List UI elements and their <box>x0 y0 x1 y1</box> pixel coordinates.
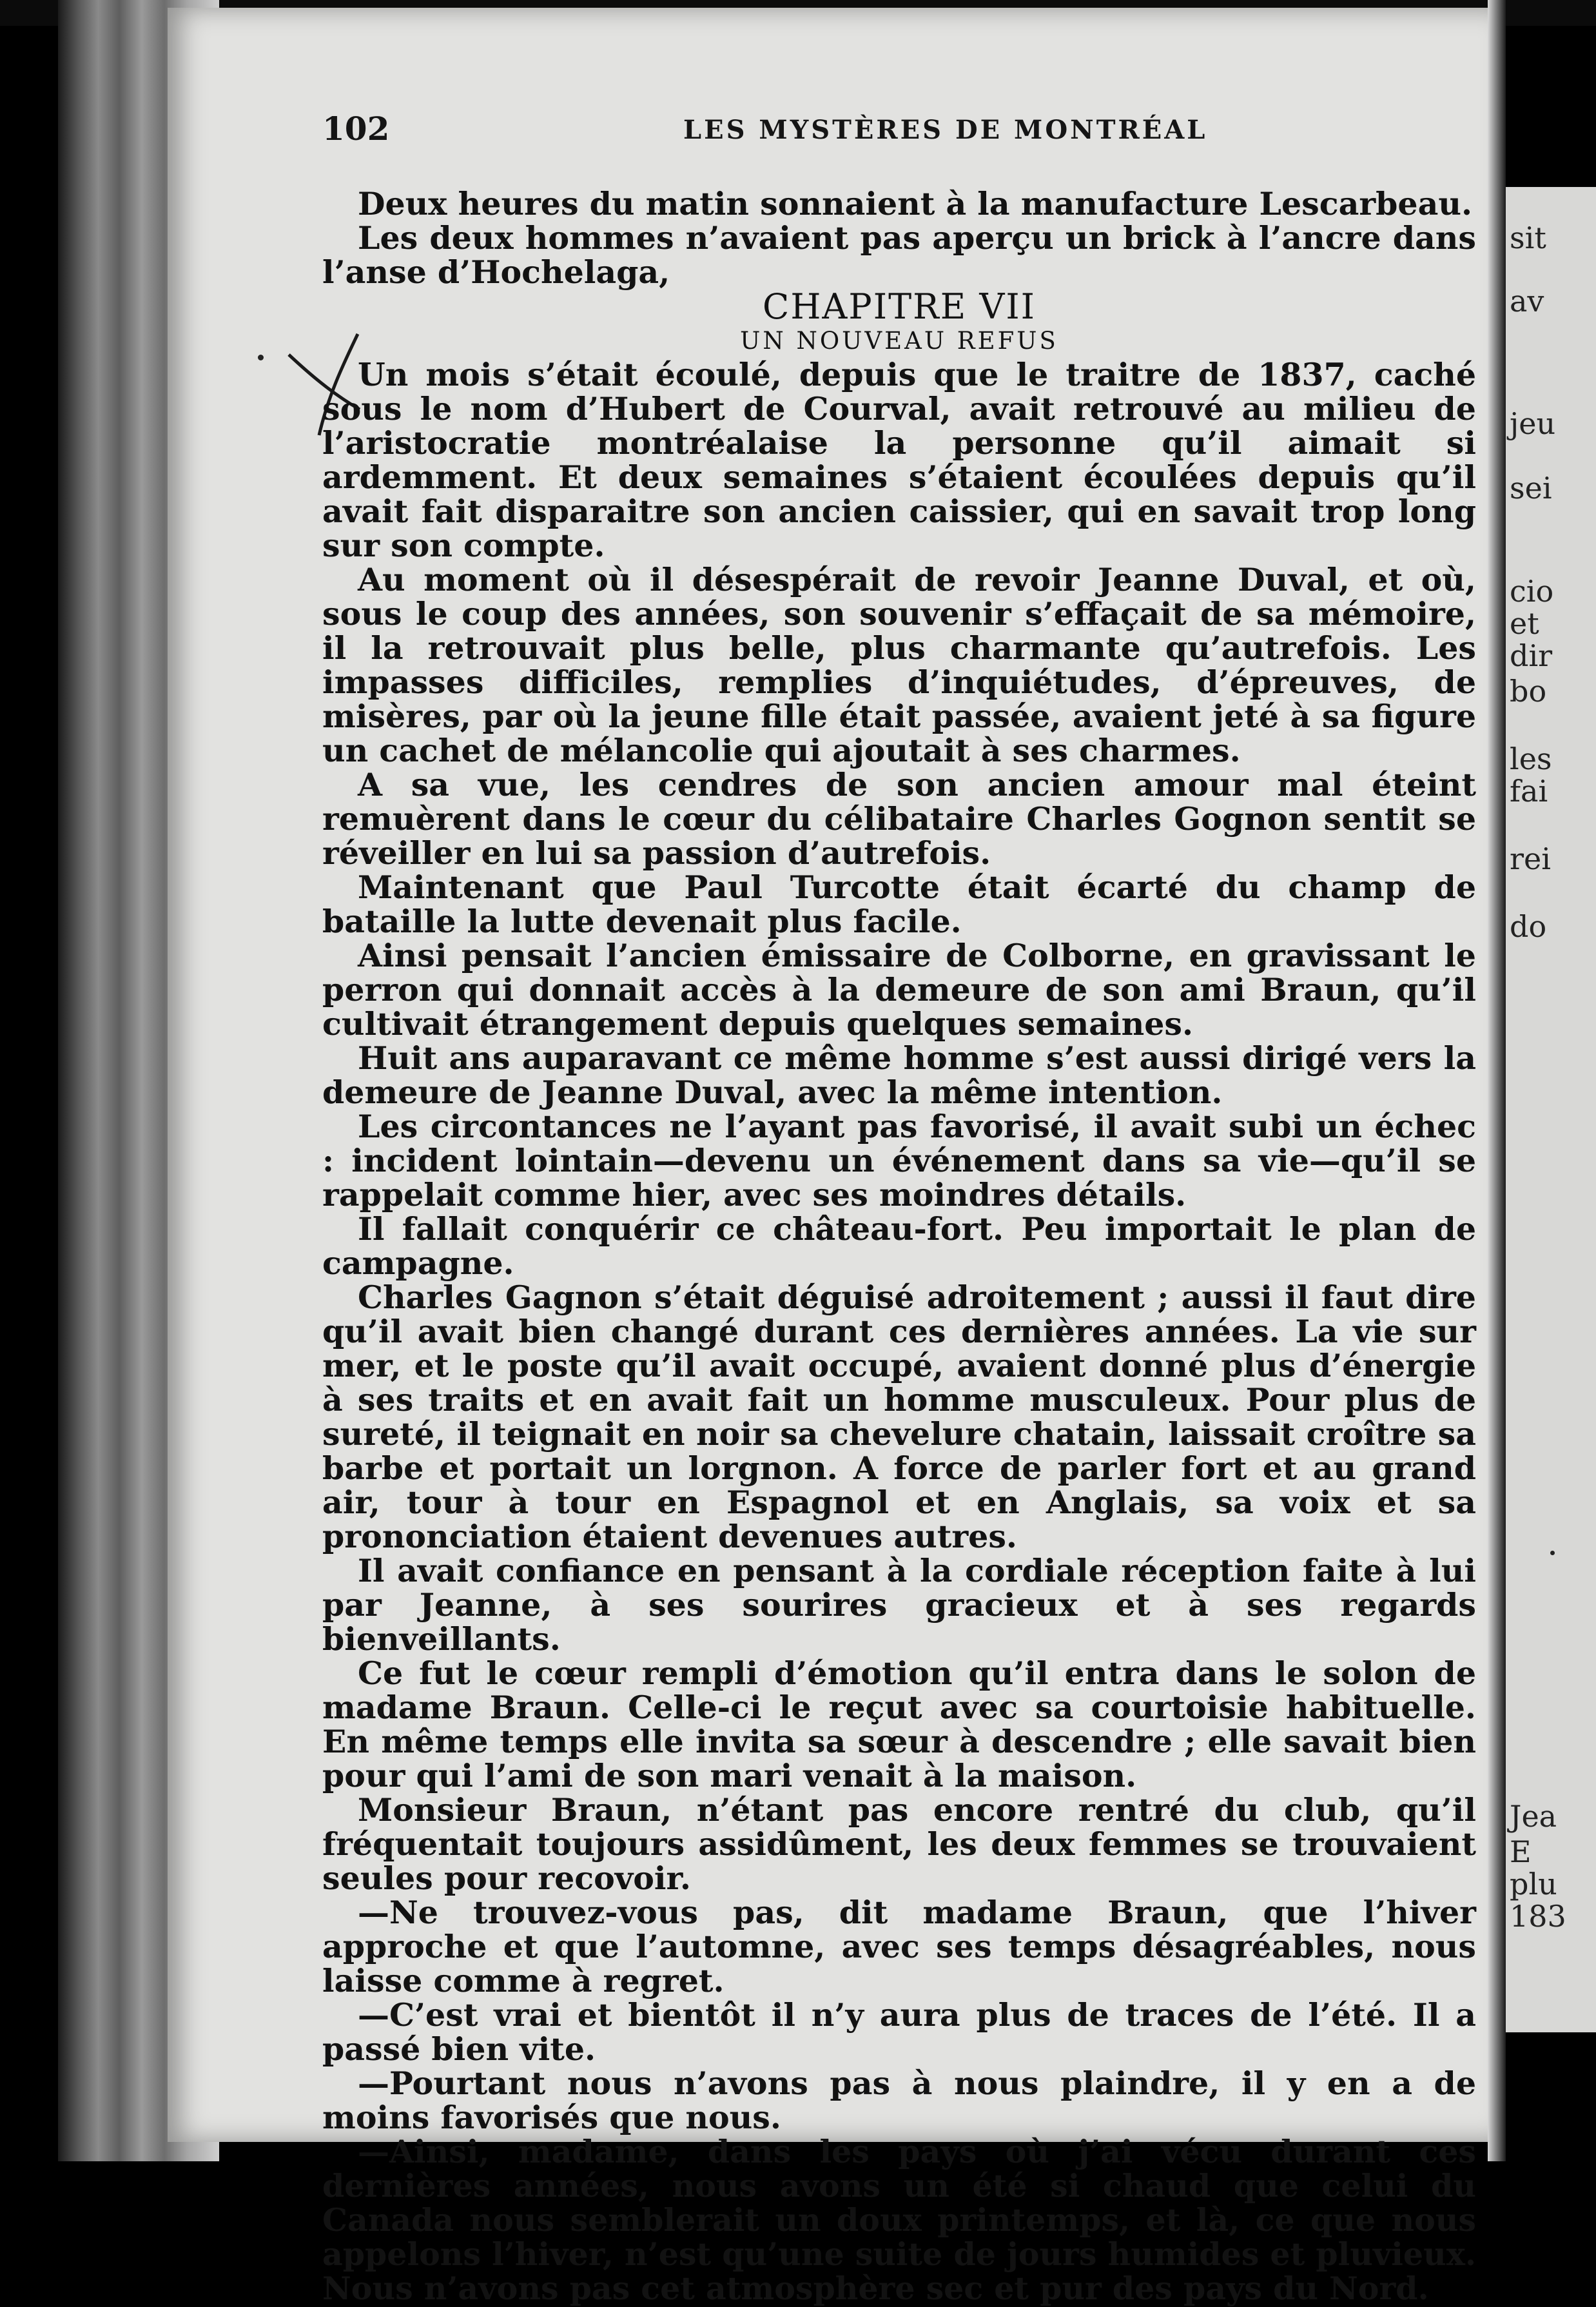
paragraph: Ce fut le cœur rempli d’émotion qu’il entra dans le solon de madame Braun. Celle-ci le reçut avec sa courtoisie habituelle. En même temps elle invita sa sœur à descendre ; elle savait bien pour qui l’ami de son mari venait à la maison. <box>322 1654 1476 1794</box>
paragraph: Un mois s’était écoulé, depuis que le traitre de 1837, caché sous le nom d’Hubert de Courval, avait retrouvé au milieu de l’aristocratie montréalaise la personne qu’il aimait si ardemment. Et deux semaines s’étaient écoulées depuis qu’il avait fait disparaitre son ancien caissier, qui en savait trop long sur son compte. <box>322 356 1476 564</box>
facing-page-fragment: fai <box>1510 774 1548 809</box>
facing-page-fragment: 183 <box>1510 1899 1566 1934</box>
paragraph: Ainsi pensait l’ancien émissaire de Colborne, en gravissant le perron qui donnait accès à la demeure de son ami Braun, qu’il cultivait étrangement depuis quelques semaines. <box>322 937 1476 1043</box>
facing-page-fragment: E <box>1510 1834 1532 1869</box>
facing-page-fragment: Jea <box>1510 1799 1557 1834</box>
running-title: LES MYSTÈRES DE MONTRÉAL <box>683 115 1208 145</box>
facing-page-fragment: sei <box>1510 471 1552 506</box>
facing-page-fragment: sit <box>1510 221 1546 255</box>
paragraph: Monsieur Braun, n’étant pas encore rentré du club, qu’il fréquentait toujours assidûment, les deux femmes se trouvaient seules pour recovoir. <box>322 1791 1476 1897</box>
chapter-subtitle: UN NOUVEAU REFUS <box>740 327 1058 355</box>
paragraph: Maintenant que Paul Turcotte était écarté du champ de bataille la lutte devenait plus facile. <box>322 869 1476 940</box>
paragraph: —Ne trouvez-vous pas, dit madame Braun, que l’hiver approche et que l’automne, avec ses temps désagréables, nous laisse comme à regret. <box>322 1894 1476 1999</box>
paragraph: Il fallait conquérir ce château-fort. Peu importait le plan de campagne. <box>322 1210 1476 1282</box>
paragraph: Huit ans auparavant ce même homme s’est aussi dirigé vers la demeure de Jeanne Duval, avec la même intention. <box>322 1039 1476 1111</box>
facing-page-fragment: av <box>1510 284 1544 319</box>
paragraph: Charles Gagnon s’était déguisé adroitement ; aussi il faut dire qu’il avait bien changé durant ces dernières années. La vie sur mer, et le poste qu’il avait occupé, avaient donné plus d’énergie à ses traits et en avait fait un homme musculeux. Pour plus de sureté, il teignait en noir sa chevelure chatain, laissait croître sa barbe et portait un lorgnon. A force de parler fort et au grand air, tour à tour en Espagnol et en Anglais, sa voix et sa prononciation étaient devenues autres. <box>322 1279 1476 1555</box>
paragraph: Deux heures du matin sonnaient à la manufacture Lescarbeau. <box>358 185 1473 222</box>
facing-page <box>1506 187 1596 2032</box>
facing-page-fragment: plu <box>1510 1867 1557 1901</box>
facing-page-fragment: et <box>1510 606 1539 641</box>
body-text <box>322 187 1476 2306</box>
paragraph: Les circontances ne l’ayant pas favorisé, il avait subi un échec : incident lointain—devenu un événement dans sa vie—qu’il se rappelait comme hier, avec ses moindres détails. <box>322 1108 1476 1213</box>
facing-page-fragment: jeu <box>1510 406 1556 441</box>
paragraph: Les deux hommes n’avaient pas aperçu un brick à l’ancre dans l’anse d’Hochelaga, <box>322 219 1476 291</box>
page-header <box>322 110 1476 155</box>
facing-page-fragment: les <box>1510 741 1552 776</box>
paragraph: A sa vue, les cendres de son ancien amour mal éteint remuèrent dans le cœur du célibataire Charles Gognon sentit se réveiller en lui sa passion d’autrefois. <box>322 766 1476 872</box>
facing-page-fragment: rei <box>1510 841 1551 876</box>
paragraph: —C’est vrai et bientôt il n’y aura plus de traces de l’été. Il a passé bien vite. <box>322 1996 1476 2068</box>
dust-speck <box>1550 1551 1555 1555</box>
page-gutter <box>1488 0 1506 2161</box>
facing-page-fragment: bo <box>1510 674 1547 709</box>
facing-page-fragment: cio <box>1510 574 1554 609</box>
paragraph: —Pourtant nous n’avons pas à nous plaindre, il y en a de moins favorisés que nous. <box>322 2065 1476 2136</box>
chapter-title: CHAPITRE VII <box>763 286 1036 327</box>
dust-speck <box>258 355 264 360</box>
paragraph: —Ainsi, madame, dans les pays où j’ai vécu durant ces dernières années, nous avons un été si chaud que celui du Canada nous semblerait un doux printemps, et là, ce que nous appelons l’hiver, n’est qu’une suite de jours humides et pluvieux. Nous n’avons pas cet atmosphère sec et pur des pays du Nord. <box>322 2133 1476 2307</box>
page-number: 102 <box>322 110 390 148</box>
paragraph: Il avait confiance en pensant à la cordiale réception faite à lui par Jeanne, à ses sourires gracieux et à ses regards bienveillants. <box>322 1552 1476 1658</box>
facing-page-fragment: dir <box>1510 638 1553 673</box>
paragraph: Au moment où il désespérait de revoir Jeanne Duval, et où, sous le coup des années, son souvenir s’effaçait de sa mémoire, il la retrouvait plus belle, plus charmante qu’autrefois. Les impasses difficiles, remplies d’inquiétudes, d’épreuves, de misères, par où la jeune fille était passée, avaient jeté à sa figure un cachet de mélancolie qui ajoutait à ses charmes. <box>322 561 1476 769</box>
facing-page-fragment: do <box>1510 909 1547 944</box>
